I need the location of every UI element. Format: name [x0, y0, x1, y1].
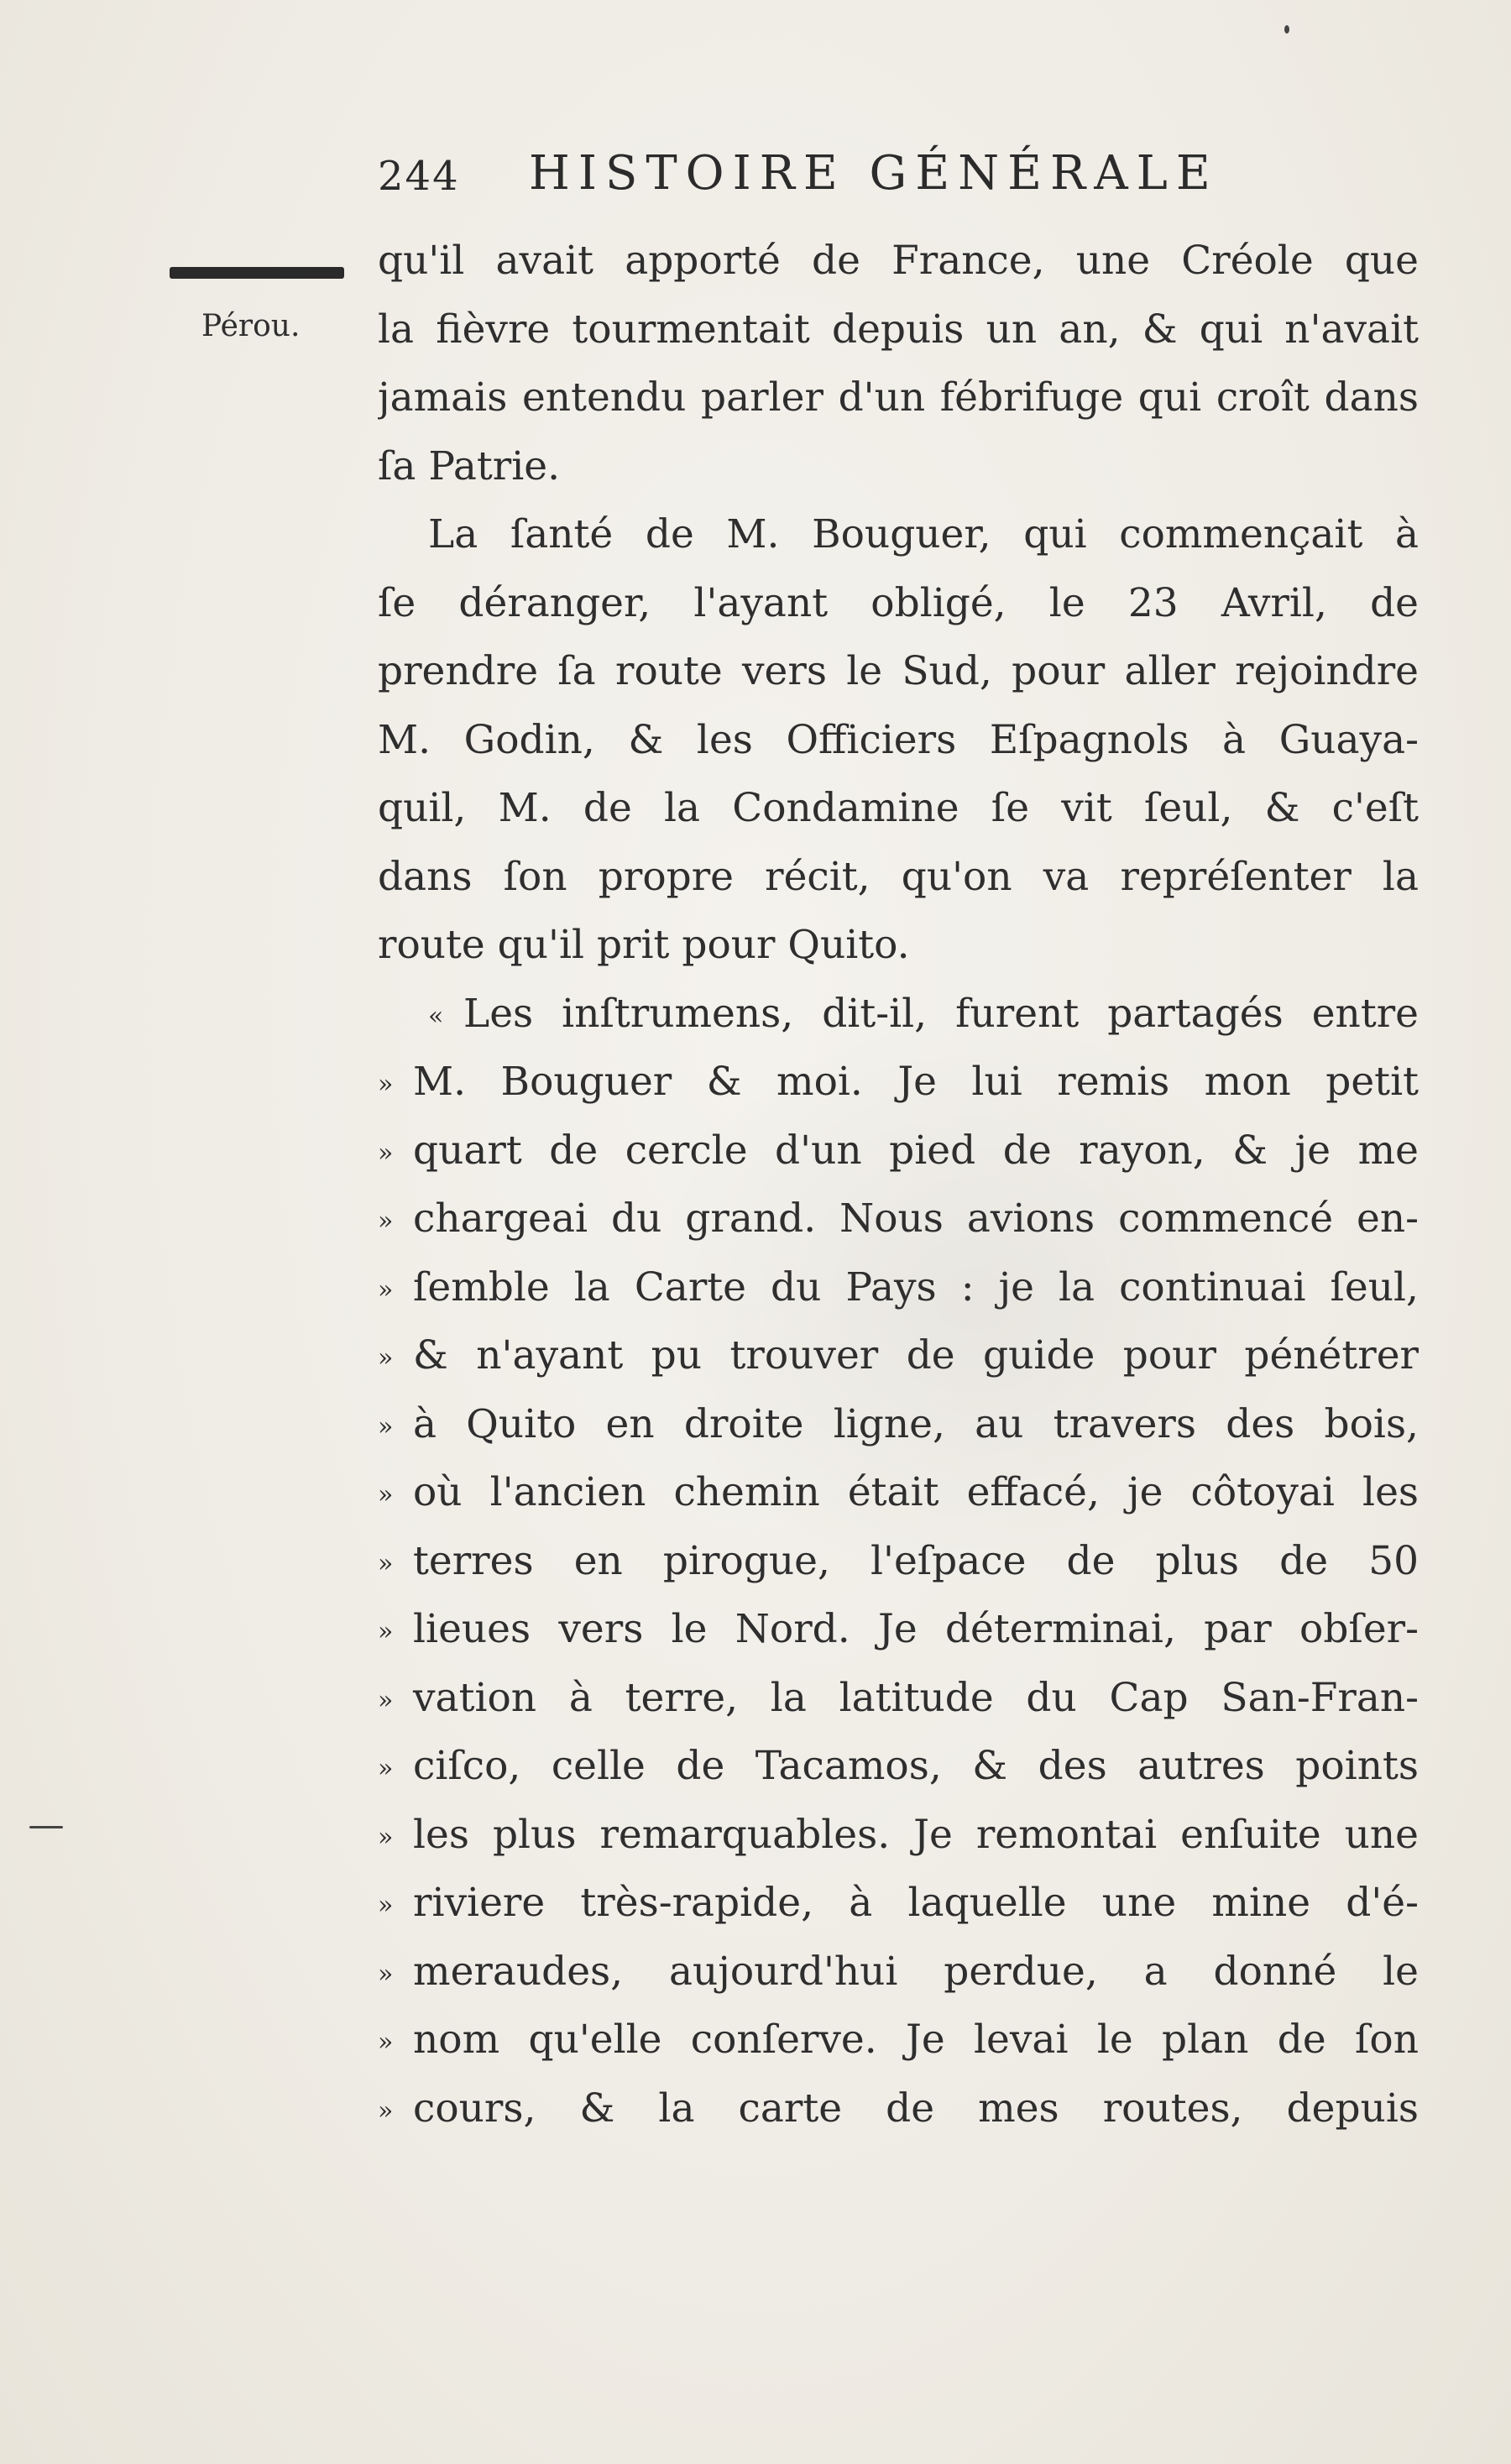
quote-mark: »: [378, 1617, 394, 1647]
quote-mark: »: [378, 1274, 394, 1305]
text-line-content: à Quito en droite ligne, au travers des bois,: [413, 1400, 1419, 1447]
text-line: [378, 1801, 1419, 1870]
text-line-content: terres en pirogue, l'eſpace de plus de 50: [413, 1537, 1419, 1584]
text-line: [378, 2006, 1419, 2074]
text-line: [378, 569, 1419, 638]
text-line: [378, 774, 1419, 843]
text-line-content: chargeai du grand. Nous avions commencé en-: [413, 1195, 1419, 1242]
text-line-content: où l'ancien chemin était effacé, je côtoyai les: [413, 1469, 1419, 1515]
text-line: [378, 637, 1419, 706]
text-line: [378, 911, 1419, 980]
quote-mark: »: [378, 2027, 394, 2058]
text-line: [378, 1869, 1419, 1938]
text-line: [378, 296, 1419, 364]
quote-mark: »: [378, 1070, 394, 1100]
margin-note: Pérou.: [201, 309, 301, 343]
text-line: [378, 227, 1419, 296]
text-line-content: M. Bouguer & moi. Je lui remis mon petit: [413, 1059, 1419, 1105]
text-line: [378, 1664, 1419, 1733]
quote-mark: »: [378, 1206, 394, 1237]
text-line-content: cours, & la carte de mes routes, depuis: [413, 2085, 1419, 2132]
text-line: [378, 1048, 1419, 1117]
text-line: [378, 1117, 1419, 1185]
text-line: [378, 1185, 1419, 1253]
text-line-content: dans ſon propre récit, qu'on va repréſenter la: [378, 853, 1419, 900]
text-line-content: nom qu'elle conſerve. Je levai le plan de ſon: [413, 2017, 1419, 2063]
running-title: HISTOIRE GÉNÉRALE: [529, 146, 1219, 201]
text-line: [378, 980, 1419, 1049]
quote-mark: »: [378, 1548, 394, 1578]
paper-mark: [29, 1826, 63, 1828]
text-line-content: quart de cercle d'un pied de rayon, & je me: [413, 1127, 1419, 1174]
quote-mark: »: [378, 1822, 394, 1852]
paper-speck: [1284, 25, 1289, 34]
text-line-content: la fièvre tourmentait depuis un an, & qui n'avait: [378, 306, 1419, 353]
text-line-content: quil, M. de la Condamine ſe vit ſeul, & c'eſt: [378, 785, 1419, 831]
quote-mark: »: [378, 2095, 394, 2126]
text-line: [378, 1321, 1419, 1390]
text-line-content: les plus remarquables. Je remontai enſuite une: [413, 1811, 1419, 1858]
text-line-content: riviere très-rapide, à laquelle une mine d'é-: [413, 1880, 1419, 1926]
text-line-content: lieues vers le Nord. Je déterminai, par obſer-: [413, 1606, 1419, 1652]
quote-mark: »: [378, 1343, 394, 1373]
page-header: [378, 141, 1419, 217]
text-line-content: & n'ayant pu trouver de guide pour pénétrer: [413, 1332, 1419, 1378]
body-text: [378, 227, 1419, 2142]
text-line: [378, 432, 1419, 501]
text-line-content: meraudes, aujourd'hui perdue, a donné le: [413, 1948, 1419, 1995]
text-line: [378, 1732, 1419, 1801]
text-line-content: route qu'il prit pour Quito.: [378, 922, 910, 968]
text-line: [378, 1253, 1419, 1322]
text-line-content: jamais entendu parler d'un fébrifuge qui croît dans: [378, 374, 1419, 421]
quote-mark: »: [378, 1891, 394, 1921]
text-line-content: qu'il avait apporté de France, une Créole que: [378, 238, 1419, 284]
quote-mark: »: [378, 1138, 394, 1168]
text-line: [378, 1390, 1419, 1459]
text-line: [378, 706, 1419, 775]
quote-mark: »: [378, 1411, 394, 1441]
text-line: [378, 1938, 1419, 2006]
quote-mark: «: [428, 1001, 444, 1031]
text-line: [378, 1458, 1419, 1527]
text-line: [378, 843, 1419, 912]
text-line: [378, 1527, 1419, 1596]
quote-mark: »: [378, 1754, 394, 1784]
text-line-content: ciſco, celle de Tacamos, & des autres points: [413, 1743, 1419, 1789]
quote-mark: »: [378, 1685, 394, 1715]
quote-mark: »: [378, 1959, 394, 1989]
quote-mark: »: [378, 1480, 394, 1510]
text-line-content: M. Godin, & les Officiers Eſpagnols à Guaya-: [378, 716, 1419, 763]
text-line: [378, 364, 1419, 432]
text-line-content: La ſanté de M. Bouguer, qui commençait à: [428, 511, 1419, 557]
text-line: [378, 2074, 1419, 2143]
margin-rule: [170, 267, 344, 279]
text-line: [378, 500, 1419, 569]
text-line-content: ſa Patrie.: [378, 442, 561, 489]
text-line-content: ſemble la Carte du Pays : je la continuai ſeul,: [413, 1263, 1419, 1310]
text-line-content: ſe déranger, l'ayant obligé, le 23 Avril, de: [378, 579, 1419, 626]
page-number: 244: [378, 153, 460, 200]
text-line-content: vation à terre, la latitude du Cap San-Fran-: [413, 1674, 1419, 1721]
text-line-content: prendre ſa route vers le Sud, pour aller rejoindre: [378, 648, 1419, 694]
text-line: [378, 1595, 1419, 1664]
text-line-content: Les inſtrumens, dit-il, furent partagés entre: [463, 990, 1419, 1037]
